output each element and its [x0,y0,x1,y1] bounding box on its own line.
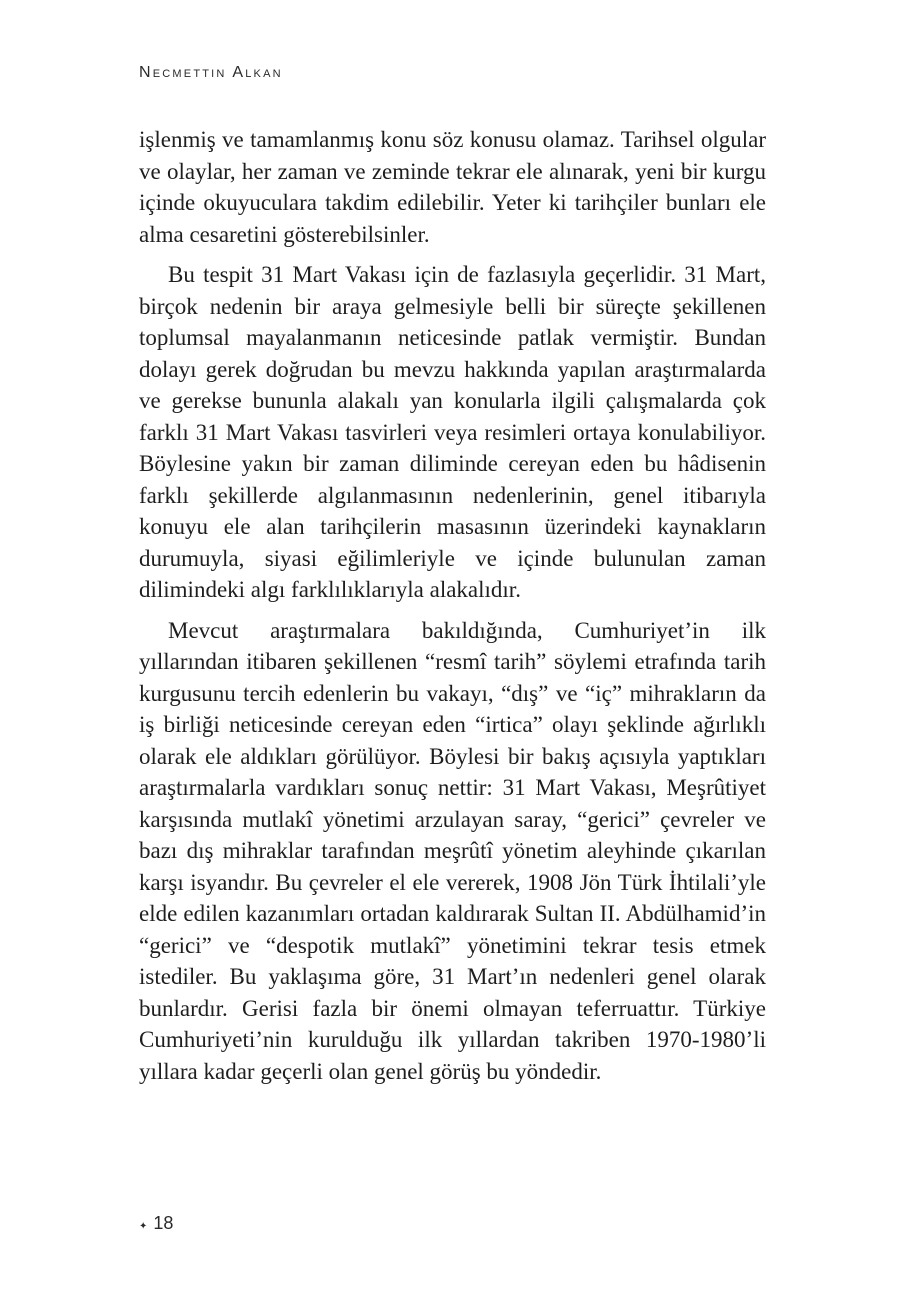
running-header-author: Necmettin Alkan [139,64,283,81]
folio-ornament-icon: ✦ [139,1220,148,1232]
page-footer [139,1213,173,1234]
paragraph-1: işlenmiş ve tamamlanmış konu söz konusu olamaz. Tarihsel olgular ve olaylar, her zaman ve zeminde tekrar ele alınarak, yeni bir kurgu içinde okuyuculara takdim edilebilir. Yeter ki tarihçiler bunları ele alma cesaretini gösterebilsinler. [139,127,766,247]
body-text [139,124,766,1096]
paragraph-2: Bu tespit 31 Mart Vakası için de fazlasıyla geçerlidir. 31 Mart, birçok nedenin bir araya gelmesiyle belli bir süreçte şekillenen toplumsal mayalanmanın neticesinde patlak vermiştir. Bundan dolayı gerek doğrudan bu mevzu hakkında yapılan araştırmalarda ve gerekse bununla alakalı yan konularla ilgili çalışmalarda çok farklı 31 Mart Vakası tasvirleri veya resimleri ortaya konulabiliyor. Böylesine yakın bir zaman diliminde cereyan eden bu hâdisenin farklı şekillerde algılanmasının nedenlerinin, genel itibarıyla konuyu ele alan tarihçilerin masasının üzerindeki kaynakların durumuyla, siyasi eğilimleriyle ve içinde bulunulan zaman dilimindeki algı farklılıklarıyla alakalıdır. [139,262,766,602]
page-number: 18 [153,1213,174,1233]
paragraph-3: Mevcut araştırmalara bakıldığında, Cumhuriyet’in ilk yıllarından itibaren şekillenen “resmî tarih” söylemi etrafında tarih kurgusunu tercih edenlerin bu vakayı, “dış” ve “iç” mihrakların da iş birliği neticesinde cereyan eden “irtica” olayı şeklinde ağırlıklı olarak ele aldıkları görülüyor. Böylesi bir bakış açısıyla yaptıkları araştırmalarla vardıkları sonuç nettir: 31 Mart Vakası, Meşrûtiyet karşısında mutlakî yönetimi arzulayan saray, “gerici” çevreler ve bazı dış mihraklar tarafından meşrûtî yönetim aleyhinde çıkarılan karşı isyandır. Bu çevreler el ele vererek, 1908 Jön Türk İhtilali’yle elde edilen kazanımları ortadan kaldırarak Sultan II. Abdülhamid’in “gerici” ve “despotik mutlakî” yönetimini tekrar tesis etmek istediler. Bu yaklaşıma göre, 31 Mart’ın nedenleri genel olarak bunlardır. Gerisi fazla bir önemi olmayan teferruattır. Türkiye Cumhuriyeti’nin kurulduğu ilk yıllardan takriben 1970-1980’li yıllara kadar geçerli olan genel görüş bu yöndedir. [139,617,766,1084]
